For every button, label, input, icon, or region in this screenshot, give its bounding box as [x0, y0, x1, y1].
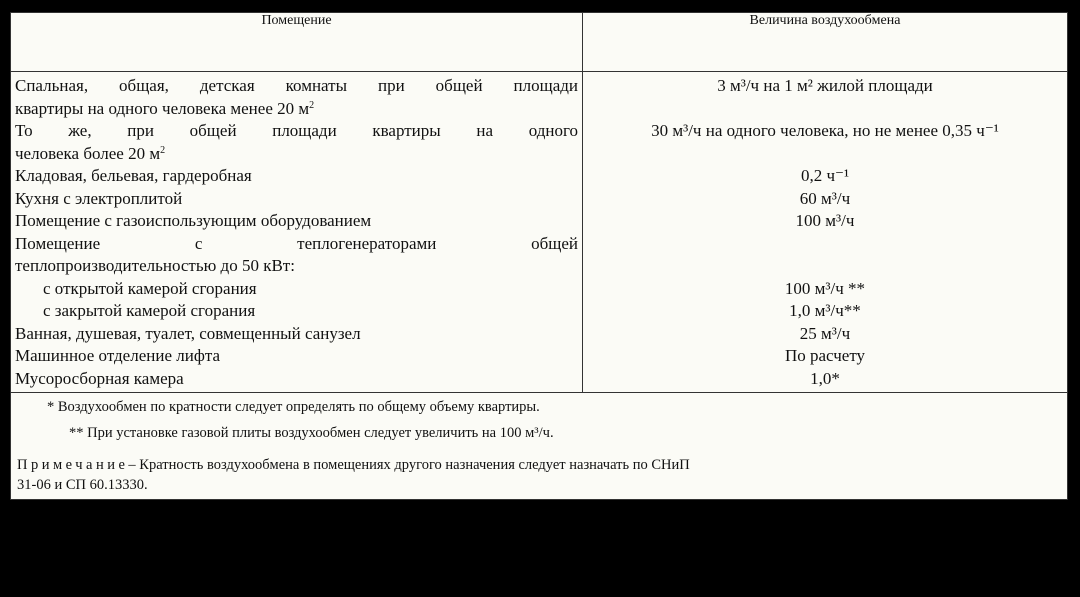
rate-value: 3 м³/ч на 1 м² жилой площади: [717, 76, 933, 95]
superscript: 2: [160, 144, 166, 156]
room-name: Кладовая, бельевая, гардеробная: [15, 166, 252, 185]
room-entry: [15, 300, 578, 323]
rate-value: [587, 233, 1063, 278]
rate-value: 60 м³/ч: [799, 188, 851, 208]
footnote-2: ** При установке газовой плиты воздухообмен следует увеличить на 100 м³/ч.: [69, 425, 554, 441]
room-entry: [15, 278, 578, 301]
note: [17, 455, 1061, 475]
room-entry: [15, 165, 578, 188]
rate-column: [583, 72, 1068, 393]
room-name: с открытой камерой сгорания: [43, 278, 257, 298]
rate-value: 100 м³/ч **: [784, 278, 866, 298]
room-name: То же, при общей площади квартиры на одного: [15, 121, 578, 140]
rate-value: 1,0*: [810, 368, 840, 388]
room-entry: [15, 120, 578, 165]
footnotes-row: [11, 393, 1068, 500]
room-name: Мусоросборная камера: [15, 368, 184, 388]
room-name: Машинное отделение лифта: [15, 346, 221, 365]
footnote-1: * Воздухообмен по кратности следует определять по общему объему квартиры.: [47, 399, 540, 415]
rate-value: 0,2 ч⁻¹: [800, 166, 850, 185]
rate-value: 1,0 м³/ч**: [789, 301, 861, 320]
room-entry: [15, 323, 578, 346]
room-entry: [15, 210, 578, 233]
rate-value: 100 м³/ч: [795, 211, 855, 230]
rate-value: 25 м³/ч: [799, 323, 851, 343]
room-name: Помещение с теплогенераторами общей: [15, 233, 578, 253]
rate-value: 30 м³/ч на одного человека, но не менее 0,35 ч⁻¹: [651, 121, 999, 140]
header-room: Помещение: [11, 13, 583, 72]
header-rate: Величина воздухообмена: [583, 13, 1068, 72]
note-text: – Кратность воздухообмена в помещениях другого назначения следует назначать по СНиП: [128, 457, 690, 473]
rate-value: По расчету: [784, 346, 866, 365]
superscript: 2: [309, 99, 315, 111]
room-name: теплопроизводительностью до 50 кВт:: [15, 256, 295, 275]
room-name: квартиры на одного человека менее 20 $м^2$: [15, 98, 315, 118]
room-entry: [15, 233, 578, 278]
room-entry: [15, 368, 578, 391]
note-text-2: 31-06 и СП 60.13330.: [17, 477, 148, 493]
room-name: Ванная, душевая, туалет, совмещенный санузел: [15, 323, 361, 343]
table-header-row: [11, 13, 1068, 72]
room-name: с закрытой камерой сгорания: [43, 301, 256, 320]
room-column: [11, 72, 583, 393]
room-entry: [15, 75, 578, 120]
room-entry: [15, 345, 578, 368]
air-exchange-table: [10, 12, 1068, 500]
room-name: человека более 20 $м^2$: [15, 143, 166, 163]
room-entry: [15, 188, 578, 211]
room-name: Помещение с газоиспользующим оборудованием: [15, 211, 372, 230]
footnotes-cell: [11, 393, 1068, 500]
room-name: Кухня с электроплитой: [15, 188, 183, 208]
note-label: Примечание: [17, 457, 129, 473]
room-name: Спальная, общая, детская комнаты при общей площади: [15, 76, 578, 95]
table-body-row: [11, 72, 1068, 393]
